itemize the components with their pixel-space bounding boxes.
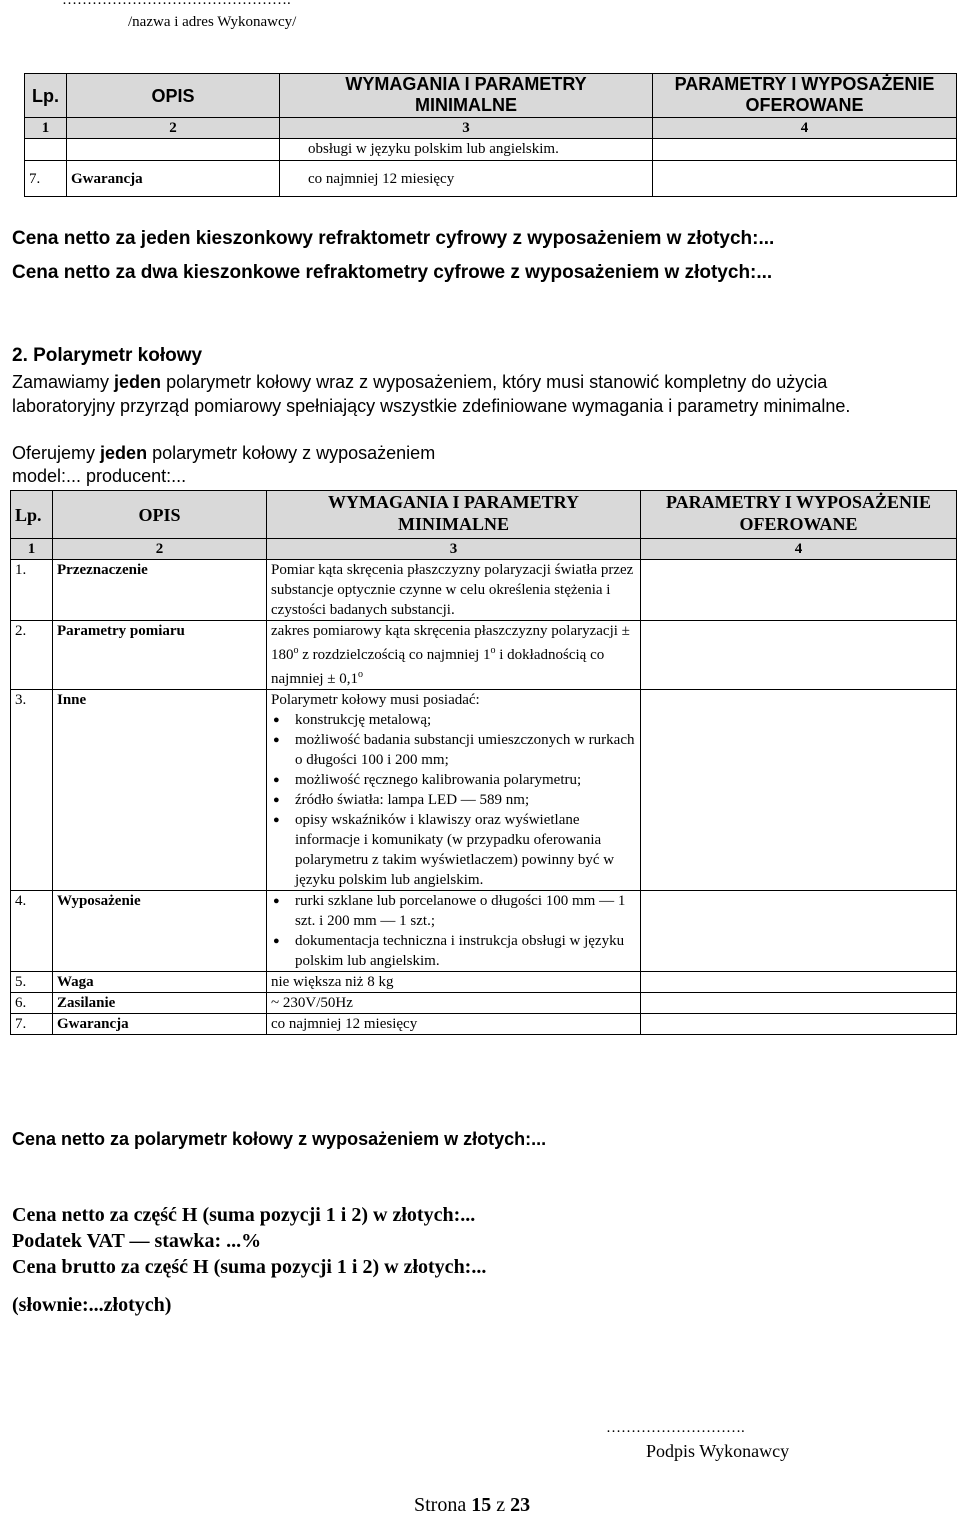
total-vat: Podatek VAT — stawka: ...% <box>12 1230 262 1252</box>
signature-dots: ………………………. <box>606 1420 745 1436</box>
row7-lp: 7. <box>25 161 67 197</box>
table-1-header-row <box>25 74 957 118</box>
row4-req <box>267 891 641 972</box>
total-slownie: (słownie:...złotych) <box>12 1294 172 1316</box>
col-parametry <box>653 74 957 118</box>
row1-name: Przeznaczenie <box>53 560 267 621</box>
row7-lp: 7. <box>11 1014 53 1035</box>
col-wymagania <box>280 74 653 118</box>
row4-bullet-list <box>271 891 636 971</box>
col-wymagania <box>267 491 641 539</box>
table-row <box>11 1014 957 1035</box>
col-wymagania-line1: WYMAGANIA I PARAMETRY <box>345 74 587 94</box>
row6-lp: 6. <box>11 993 53 1014</box>
col-lp: Lp. <box>11 491 53 539</box>
page-footer <box>414 1494 530 1517</box>
col-wymagania-line2: MINIMALNE <box>398 514 509 534</box>
table-row <box>11 690 957 891</box>
list-item: ● możliwość ręcznego kalibrowania polarymetru; <box>295 770 636 790</box>
row1-lp: 1. <box>11 560 53 621</box>
empty-cell <box>641 621 957 690</box>
row2-req <box>267 621 641 690</box>
row2-name: Parametry pomiaru <box>53 621 267 690</box>
list-item: ● źródło światła: lampa LED — 589 nm; <box>295 790 636 810</box>
table-2-number-row <box>11 539 957 560</box>
table-row <box>11 560 957 621</box>
row3-bullet-list <box>271 710 636 890</box>
col-lp: Lp. <box>25 74 67 118</box>
num-2: 2 <box>67 118 280 139</box>
empty-cell <box>641 972 957 993</box>
empty-cell <box>641 690 957 891</box>
table-row <box>11 993 957 1014</box>
row4-lp: 4. <box>11 891 53 972</box>
list-item: ● opisy wskaźników i klawiszy oraz wyświetlane informacje i komunikaty (w przypadku oferowania polarymetru z takim wyświetlaczem) powinny być w języku polskim lub angielskim. <box>295 810 636 890</box>
degree-sup: o <box>293 645 299 656</box>
num-2: 2 <box>53 539 267 560</box>
model-producent-line: model:... producent:... <box>12 466 187 486</box>
footer-mid: z <box>496 1494 506 1516</box>
num-3: 3 <box>280 118 653 139</box>
col-parametry <box>641 491 957 539</box>
offer-line <box>12 443 435 464</box>
num-1: 1 <box>11 539 53 560</box>
col-parametry-line1: PARAMETRY I WYPOSAŻENIE <box>665 492 932 512</box>
row3-lp: 3. <box>11 690 53 891</box>
col-parametry-line2: OFEROWANE <box>739 514 858 534</box>
table-row <box>11 972 957 993</box>
row7-req: co najmniej 12 miesięcy <box>280 161 653 197</box>
table-row <box>25 139 957 161</box>
empty-cell <box>67 139 280 161</box>
row7-req: co najmniej 12 miesięcy <box>267 1014 641 1035</box>
section-title: 2. Polarymetr kołowy <box>12 345 203 366</box>
list-item: ● konstrukcję metalową; <box>295 710 636 730</box>
empty-cell <box>653 139 957 161</box>
row5-name: Waga <box>53 972 267 993</box>
offer-bold: jeden <box>100 443 148 463</box>
col-parametry-line2: OFEROWANE <box>745 95 864 115</box>
header-dots: ………………………………………. <box>62 0 291 8</box>
table-row <box>11 891 957 972</box>
table-2 <box>10 490 957 1035</box>
total-netto: Cena netto za część H (suma pozycji 1 i 2) w złotych:... <box>12 1204 476 1226</box>
row6-req: ~ 230V/50Hz <box>267 993 641 1014</box>
row2-lp: 2. <box>11 621 53 690</box>
section-paragraph-2: laboratoryjny przyrząd pomiarowy spełniający wszystkie zdefiniowane wymagania i parametry minimalne. <box>12 396 851 416</box>
p1-post: polarymetr kołowy wraz z wyposażeniem, który musi stanowić kompletny do użycia <box>166 372 828 392</box>
row5-req: nie większa niż 8 kg <box>267 972 641 993</box>
empty-cell <box>653 161 957 197</box>
row-continuation: obsługi w języku polskim lub angielskim. <box>280 139 653 161</box>
price-refraktometr-2: Cena netto za dwa kieszonkowe refraktometry cyfrowe z wyposażeniem w złotych:... <box>12 262 773 283</box>
num-3: 3 <box>267 539 641 560</box>
list-item: ● możliwość badania substancji umieszczonych w rurkach o długości 100 i 200 mm; <box>295 730 636 770</box>
col-wymagania-line2: MINIMALNE <box>415 95 517 115</box>
footer-page-number: 15 <box>471 1494 492 1516</box>
price-polarymetr: Cena netto za polarymetr kołowy z wyposażeniem w złotych:... <box>12 1129 547 1149</box>
row3-name: Inne <box>53 690 267 891</box>
table-row <box>25 161 957 197</box>
row2-req-part-c: i dokładnością co najmniej ± 0,1 <box>271 647 605 687</box>
p1-bold: jeden <box>114 372 162 392</box>
offer-pre: Oferujemy <box>12 443 96 463</box>
row7-name: Gwarancja <box>53 1014 267 1035</box>
row2-req-part-b: z rozdzielczością co najmniej 1 <box>298 647 491 663</box>
row5-lp: 5. <box>11 972 53 993</box>
total-brutto: Cena brutto za część H (suma pozycji 1 i 2) w złotych:... <box>12 1256 487 1278</box>
footer-pre: Strona <box>414 1494 467 1516</box>
empty-cell <box>641 1014 957 1035</box>
col-opis: OPIS <box>67 74 280 118</box>
row2-req-part-a: zakres pomiarowy kąta skręcenia płaszczyzny polaryzacji ± 180 <box>271 623 630 663</box>
table-2-header-row <box>11 491 957 539</box>
offer-post: polarymetr kołowy z wyposażeniem <box>152 443 436 463</box>
p1-pre: Zamawiamy <box>12 372 110 392</box>
num-4: 4 <box>653 118 957 139</box>
degree-sup: o <box>490 645 496 656</box>
num-4: 4 <box>641 539 957 560</box>
row4-name: Wyposażenie <box>53 891 267 972</box>
col-parametry-line1: PARAMETRY I WYPOSAŻENIE <box>674 74 935 94</box>
table-1 <box>24 73 957 197</box>
empty-cell <box>641 993 957 1014</box>
list-item: ● dokumentacja techniczna i instrukcja obsługi w języku polskim lub angielskim. <box>295 931 636 971</box>
row3-intro: Polarymetr kołowy musi posiadać: <box>271 692 480 708</box>
row3-req <box>267 690 641 891</box>
row1-req: Pomiar kąta skręcenia płaszczyzny polaryzacji światła przez substancje optycznie czynne w celu określenia stężenia i czystości badanych substancji. <box>267 560 641 621</box>
empty-cell <box>25 139 67 161</box>
table-row <box>11 621 957 690</box>
empty-cell <box>641 560 957 621</box>
col-opis: OPIS <box>53 491 267 539</box>
empty-cell <box>641 891 957 972</box>
footer-total-pages: 23 <box>510 1494 531 1516</box>
degree-sup: o <box>357 669 363 680</box>
num-1: 1 <box>25 118 67 139</box>
row6-name: Zasilanie <box>53 993 267 1014</box>
signature-label: Podpis Wykonawcy <box>646 1441 790 1461</box>
col-wymagania-line1: WYMAGANIA I PARAMETRY <box>327 492 580 512</box>
list-item: ● rurki szklane lub porcelanowe o długości 100 mm — 1 szt. i 200 mm — 1 szt.; <box>295 891 636 931</box>
row7-name: Gwarancja <box>67 161 280 197</box>
table-1-number-row <box>25 118 957 139</box>
section-paragraph-1 <box>12 372 827 393</box>
contractor-label: /nazwa i adres Wykonawcy/ <box>128 14 297 30</box>
price-refraktometr-1: Cena netto za jeden kieszonkowy refraktometr cyfrowy z wyposażeniem w złotych:... <box>12 228 775 249</box>
